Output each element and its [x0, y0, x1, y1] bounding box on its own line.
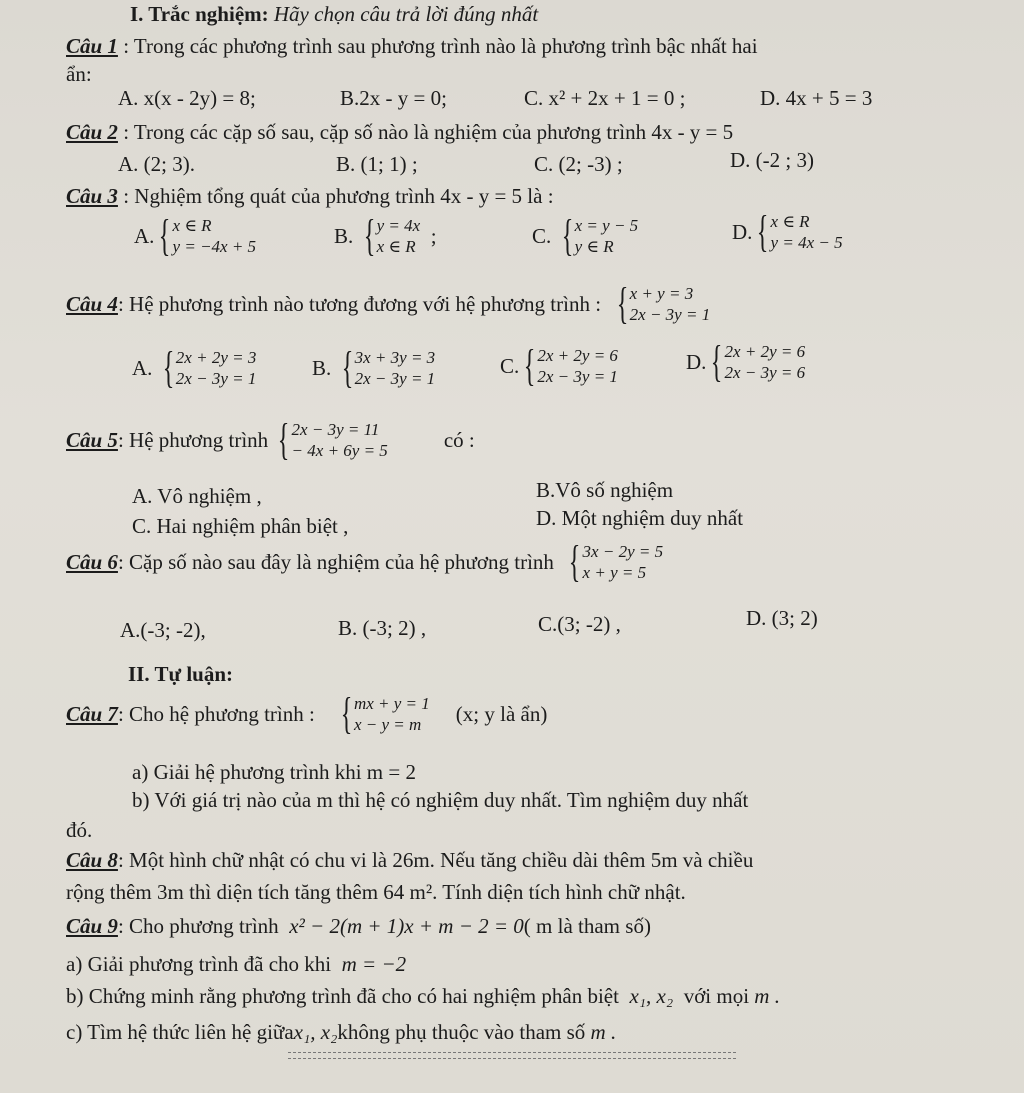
q9-part-c-text: c) Tìm hệ thức liên hệ giữa	[66, 1020, 294, 1044]
q7-part-b-cont: đó.	[66, 818, 93, 842]
q3-text	[66, 184, 554, 208]
q4-option-b	[312, 343, 436, 392]
q6-option-a: A.(-3; -2),	[120, 618, 206, 642]
q5-question: : Hệ phương trình	[117, 428, 269, 452]
q5-option-b: B.Vô số nghiệm	[536, 478, 674, 502]
q1-option-a: A. x(x - 2y) = 8;	[118, 86, 256, 110]
q6-question: : Cặp số nào sau đây là nghiệm của hệ phương trình	[117, 550, 554, 574]
q2-option-a: A. (2; 3).	[118, 152, 195, 176]
brace: {	[616, 279, 628, 328]
q9-part-b	[66, 984, 780, 1008]
section1-note: Hãy chọn câu trả lời đúng nhất	[273, 2, 539, 26]
q4-c-row2: 2x − 3y = 1	[537, 367, 618, 386]
q7-label: Câu 7	[66, 702, 118, 726]
q5-option-c: C. Hai nghiệm phân biệt ,	[132, 514, 349, 538]
q4-question: : Hệ phương trình nào tương đương với hệ phương trình :	[117, 292, 602, 316]
q9-part-c-m: m .	[590, 1020, 617, 1044]
q8-cont: rộng thêm 3m thì diện tích tăng thêm 64 m². Tính diện tích hình chữ nhật.	[66, 880, 686, 904]
q1-label: Câu 1	[66, 34, 118, 58]
q4-option-c	[500, 341, 618, 390]
brace: {	[162, 343, 175, 392]
q4-d-row1: 2x + 2y = 6	[724, 342, 806, 361]
q6-option-b: B. (-3; 2) ,	[338, 616, 427, 640]
q5-option-d: D. Một nghiệm duy nhất	[536, 506, 744, 530]
q7-system-row2: x − y = m	[353, 715, 422, 734]
q7-question: : Cho hệ phương trình :	[117, 702, 315, 726]
q4-system-row1: x + y = 3	[629, 284, 694, 303]
q7-system-row1: mx + y = 1	[353, 694, 430, 713]
section2-heading: II. Tự luận:	[128, 662, 234, 686]
q6-label: Câu 6	[66, 550, 118, 574]
q9-equation: x² − 2(m + 1)x + m − 2 = 0	[289, 914, 524, 938]
q2-option-c: C. (2; -3) ;	[534, 152, 623, 176]
q1-option-d: D. 4x + 5 = 3	[760, 86, 873, 110]
q4-b-row2: 2x − 3y = 1	[354, 369, 436, 388]
q9-text	[66, 914, 651, 938]
brace: {	[524, 341, 536, 390]
footer-divider	[288, 1052, 736, 1059]
brace: {	[159, 211, 171, 260]
q3-c-row2: y ∈ R	[574, 237, 614, 256]
q5-text	[66, 415, 475, 464]
q9-part-b-tail: với mọi	[683, 984, 750, 1008]
q7-text	[66, 689, 548, 738]
q6-option-c: C.(3; -2) ,	[538, 612, 621, 636]
q3-b-row2: x ∈ R	[376, 237, 416, 256]
q9-part-a-eq: m = −2	[341, 952, 407, 976]
q8-text	[66, 848, 753, 872]
brace: {	[341, 343, 353, 392]
q4-system-row2: 2x − 3y = 1	[629, 305, 711, 324]
q4-option-a-letter: A.	[132, 355, 153, 380]
q9-eq-tail: ( m là tham số)	[523, 914, 651, 938]
q9-part-c	[66, 1020, 616, 1044]
q3-option-b	[334, 211, 437, 260]
q9-part-b-text: b) Chứng minh rằng phương trình đã cho có hai nghiệm phân biệt	[66, 984, 619, 1008]
q9-part-b-var: x₁, x₂	[629, 984, 674, 1008]
q3-d-row1: x ∈ R	[770, 212, 810, 231]
q8-question: : Một hình chữ nhật có chu vi là 26m. Nếu tăng chiều dài thêm 5m và chiều	[117, 848, 754, 872]
brace: {	[569, 537, 581, 586]
q7-part-a: a) Giải hệ phương trình khi m = 2	[132, 760, 416, 784]
q5-tail: có :	[443, 428, 475, 452]
q4-a-row2: 2x − 3y = 1	[175, 369, 257, 388]
q9-part-c-var: x₁, x₂	[293, 1020, 338, 1044]
q1-cont: ẩn:	[66, 62, 92, 86]
q5-option-a: A. Vô nghiệm ,	[132, 484, 262, 508]
q3-a-row2: y = −4x + 5	[172, 237, 257, 256]
q3-c-row1: x = y − 5	[574, 216, 639, 235]
q6-option-d: D. (3; 2)	[746, 606, 818, 630]
section1-heading	[130, 2, 538, 26]
q9-label: Câu 9	[66, 914, 118, 938]
q3-option-c	[532, 211, 639, 260]
q2-option-d: D. (-2 ; 3)	[730, 148, 814, 172]
q5-system-row2: − 4x + 6y = 5	[291, 441, 388, 460]
q4-label: Câu 4	[66, 292, 118, 316]
q6-system-row1: 3x − 2y = 5	[582, 542, 664, 561]
q4-a-row1: 2x + 2y = 3	[175, 348, 257, 367]
q4-option-d	[686, 337, 806, 386]
q4-text	[66, 279, 711, 328]
q2-question: : Trong các cặp số sau, cặp số nào là nghiệm của phương trình 4x - y = 5	[123, 120, 734, 144]
q3-d-row2: y = 4x − 5	[770, 233, 843, 252]
q3-b-row1: y = 4x	[376, 216, 421, 235]
q4-option-a	[132, 343, 257, 392]
q1-option-b: B.2x - y = 0;	[340, 86, 447, 110]
brace: {	[278, 415, 290, 464]
q3-question: : Nghiệm tổng quát của phương trình 4x - y = 5 là :	[123, 184, 554, 208]
q2-text	[66, 120, 733, 144]
section1-sep: :	[261, 2, 269, 26]
q4-c-row1: 2x + 2y = 6	[537, 346, 618, 365]
brace: {	[561, 211, 573, 260]
q6-system-row2: x + y = 5	[582, 563, 647, 582]
q5-system-row1: 2x − 3y = 11	[291, 420, 380, 439]
section1-label: I. Trắc nghiệm	[130, 2, 262, 26]
q3-label: Câu 3	[66, 184, 118, 208]
brace: {	[340, 689, 353, 738]
q9-part-a	[66, 952, 406, 976]
q3-a-row1: x ∈ R	[172, 216, 212, 235]
q9-question: : Cho phương trình	[117, 914, 279, 938]
q1-question: : Trong các phương trình sau phương trình nào là phương trình bậc nhất hai	[123, 34, 758, 58]
q9-part-a-text: a) Giải phương trình đã cho khi	[66, 952, 332, 976]
q3-b-sep: ;	[430, 223, 437, 248]
q3-option-d-letter: D.	[732, 219, 753, 244]
brace: {	[711, 337, 723, 386]
q4-b-row1: 3x + 3y = 3	[354, 348, 436, 367]
q3-option-d	[732, 207, 843, 256]
q6-text	[66, 537, 664, 586]
q3-option-a	[134, 211, 257, 260]
q2-label: Câu 2	[66, 120, 118, 144]
q7-part-b: b) Với giá trị nào của m thì hệ có nghiệm duy nhất. Tìm nghiệm duy nhất	[132, 788, 749, 812]
q3-option-b-letter: B.	[334, 223, 354, 248]
q4-d-row2: 2x − 3y = 6	[724, 363, 806, 382]
q9-part-c-tail: không phụ thuộc vào tham số	[337, 1020, 586, 1044]
q4-option-c-letter: C.	[500, 353, 520, 378]
q4-option-d-letter: D.	[686, 349, 707, 374]
q3-option-c-letter: C.	[532, 223, 552, 248]
q4-option-b-letter: B.	[312, 355, 332, 380]
q7-tail: (x; y là ẩn)	[455, 702, 548, 726]
q9-part-b-m: m .	[754, 984, 780, 1008]
q5-label: Câu 5	[66, 428, 118, 452]
q3-option-a-letter: A.	[134, 223, 155, 248]
q1-text	[66, 34, 758, 58]
brace: {	[757, 207, 769, 256]
q1-option-c: C. x² + 2x + 1 = 0 ;	[524, 86, 686, 110]
brace: {	[363, 211, 375, 260]
q2-option-b: B. (1; 1) ;	[336, 152, 418, 176]
q8-label: Câu 8	[66, 848, 118, 872]
